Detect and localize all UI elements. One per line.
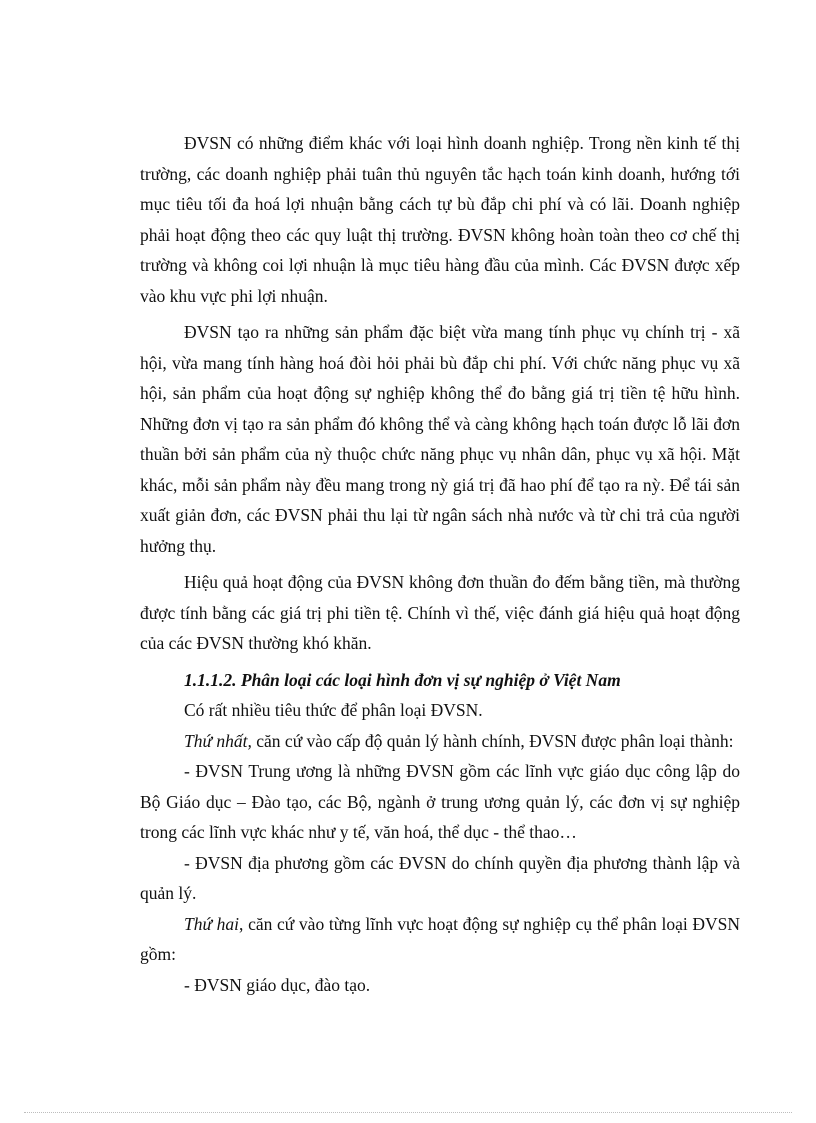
- list-item-central: - ĐVSN Trung ương là những ĐVSN gồm các lĩnh vực giáo dục công lập do Bộ Giáo dục – Đào tạo, các Bộ, ngành ở trung ương quản lý, các đơn vị sự nghiệp trong các lĩnh vực khác như y tế, văn hoá, thể dục - thể thao…: [140, 761, 740, 842]
- first-criterion-lead: Thứ nhất,: [184, 730, 252, 751]
- list-item-local: - ĐVSN địa phương gồm các ĐVSN do chính quyền địa phương thành lập và quản lý.: [140, 852, 740, 903]
- first-criterion-text: căn cứ vào cấp độ quản lý hành chính, ĐVSN được phân loại thành:: [251, 730, 734, 751]
- document-page: [140, 128, 740, 1000]
- paragraph-differences: ĐVSN có những điểm khác với loại hình doanh nghiệp. Trong nền kinh tế thị trường, các doanh nghiệp phải tuân thủ nguyên tắc hạch toán kinh doanh, hướng tới mục tiêu tối đa hoá lợi nhuận bằng cách tự bù đắp chi phí và có lãi. Doanh nghiệp phải hoạt động theo các quy luật thị trường. ĐVSN không hoàn toàn theo cơ chế thị trường và không coi lợi nhuận là mục tiêu hàng đầu của mình. Các ĐVSN được xếp vào khu vực phi lợi nhuận.: [140, 133, 740, 306]
- paragraph-products: ĐVSN tạo ra những sản phẩm đặc biệt vừa mang tính phục vụ chính trị - xã hội, vừa mang tính hàng hoá đòi hỏi phải bù đắp chi phí. Với chức năng phục vụ xã hội, sản phẩm của hoạt động sự nghiệp không thể đo bằng giá trị tiền tệ hữu hình. Những đơn vị tạo ra sản phẩm đó không thể và càng không hạch toán được lỗ lãi đơn thuần bởi sản phẩm của nỳ thuộc chức năng phục vụ nhân dân, phục vụ xã hội. Mặt khác, mỗi sản phẩm này đều mang trong nỳ giá trị đã hao phí để tạo ra nỳ. Để tái sản xuất giản đơn, các ĐVSN phải thu lại từ ngân sách nhà nước và từ chi trả của người hưởng thụ.: [140, 322, 740, 556]
- second-criterion-lead: Thứ hai: [184, 913, 240, 934]
- section-heading: 1.1.1.2. Phân loại các loại hình đơn vị sự nghiệp ở Việt Nam: [184, 669, 621, 690]
- footer-divider: [24, 1112, 792, 1113]
- second-criterion-text: , căn cứ vào từng lĩnh vực hoạt động sự nghiệp cụ thể phân loại ĐVSN gồm:: [140, 913, 740, 964]
- paragraph-first-criterion: [140, 726, 740, 757]
- list-item-education: - ĐVSN giáo dục, đào tạo.: [184, 974, 371, 995]
- paragraph-intro: Có rất nhiều tiêu thức để phân loại ĐVSN.: [184, 700, 483, 720]
- paragraph-efficiency: Hiệu quả hoạt động của ĐVSN không đơn thuần đo đếm bằng tiền, mà thường được tính bằng các giá trị phi tiền tệ. Chính vì thế, việc đánh giá hiệu quả hoạt động của các ĐVSN thường khó khăn.: [140, 572, 740, 653]
- paragraph-second-criterion: [140, 909, 740, 970]
